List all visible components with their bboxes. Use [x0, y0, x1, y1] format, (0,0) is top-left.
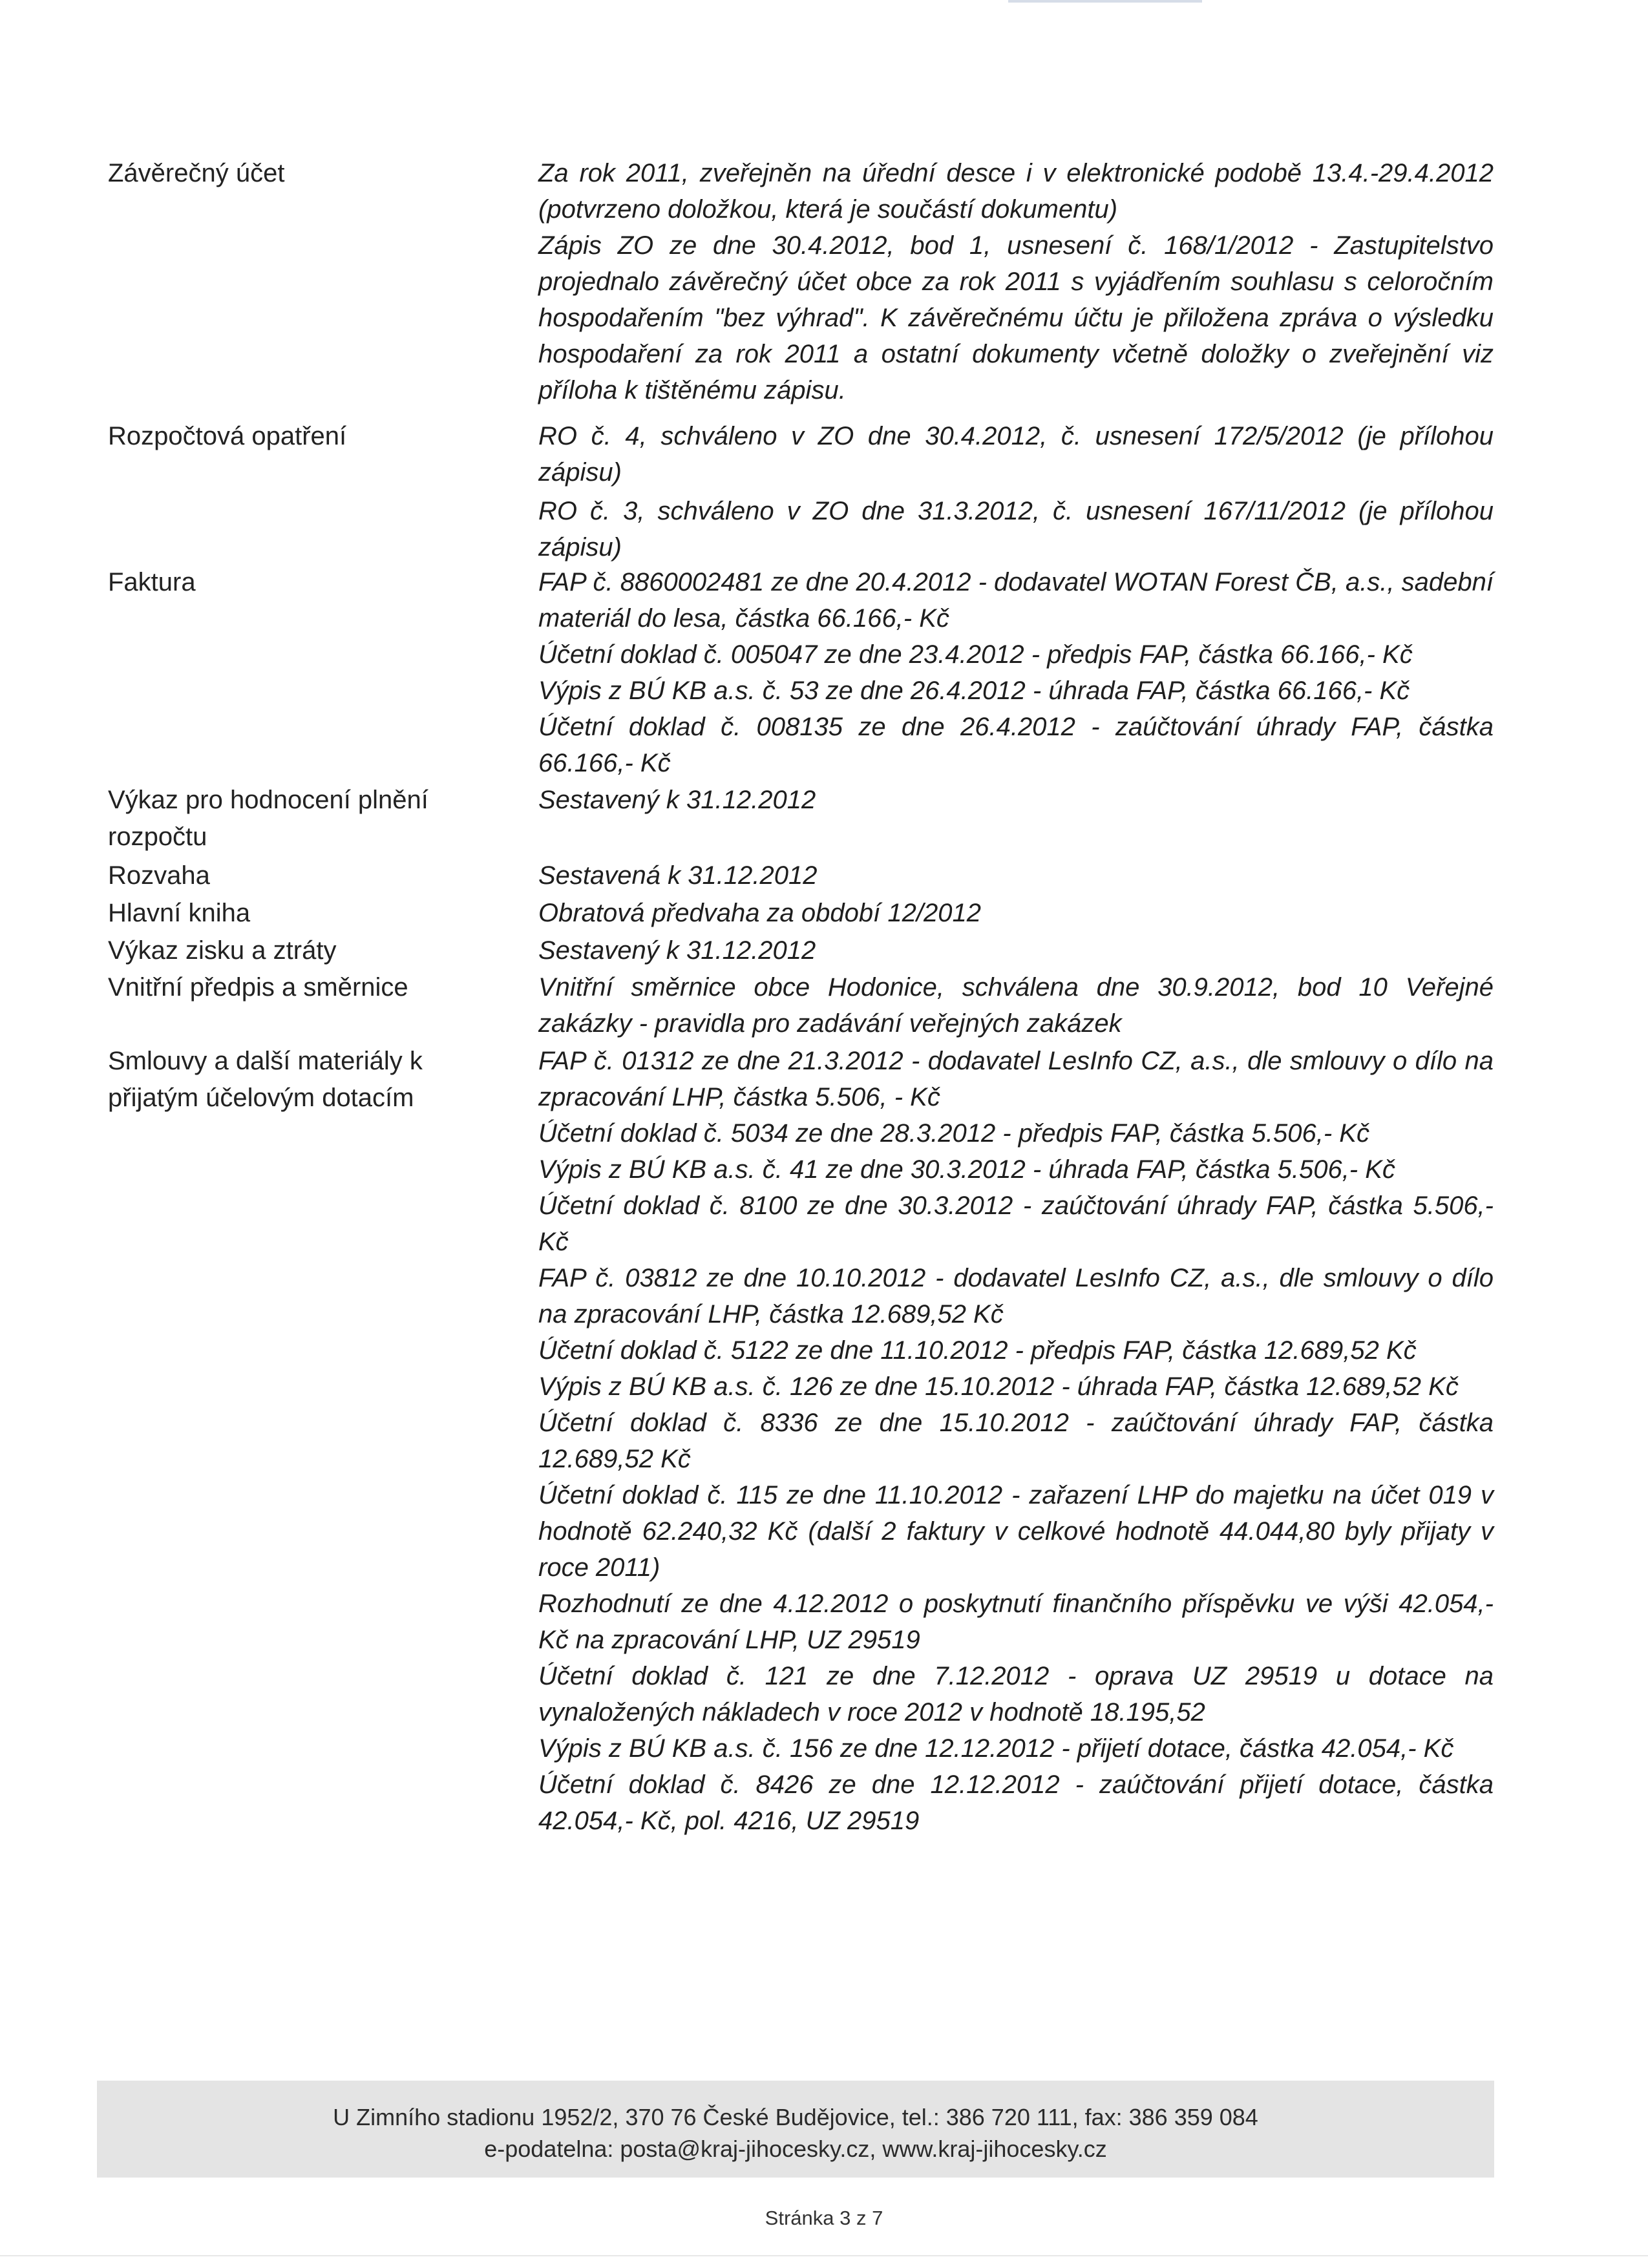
scan-edge	[1008, 0, 1202, 3]
entry: Účetní doklad č. 005047 ze dne 23.4.2012 - předpis FAP, částka 66.166,- Kč	[538, 640, 1413, 669]
section-label: Vnitřní předpis a směrnice	[108, 973, 408, 1002]
section-label: Rozvaha	[108, 861, 210, 890]
section-label: Hlavní kniha	[108, 899, 251, 927]
entry: Výpis z BÚ KB a.s. č. 156 ze dne 12.12.2012 - přijetí dotace, částka 42.054,- Kč	[538, 1734, 1454, 1763]
entry: Výpis z BÚ KB a.s. č. 41 ze dne 30.3.2012 - úhrada FAP, částka 5.506,- Kč	[538, 1155, 1395, 1184]
section-content	[538, 782, 1494, 818]
entry: Účetní doklad č. 008135 ze dne 26.4.2012 - zaúčtování úhrady FAP, částka 66.166,- Kč	[538, 713, 1494, 777]
entry: Obratová předvaha za období 12/2012	[538, 899, 981, 927]
section-content	[538, 857, 1494, 894]
entry: Účetní doklad č. 8336 ze dne 15.10.2012 - zaúčtování úhrady FAP, částka 12.689,52 Kč	[538, 1409, 1494, 1473]
entry: FAP č. 03812 ze dne 10.10.2012 - dodavatel LesInfo CZ, a.s., dle smlouvy o dílo na zpracování LHP, částka 12.689,52 Kč	[538, 1264, 1494, 1328]
footer-address: U Zimního stadionu 1952/2, 370 76 České Budějovice, tel.: 386 720 111, fax: 386 359 084	[333, 2104, 1258, 2130]
entry: RO č. 3, schváleno v ZO dne 31.3.2012, č. usnesení 167/11/2012 (je přílohou zápisu)	[538, 497, 1494, 562]
entry: Účetní doklad č. 8426 ze dne 12.12.2012 - zaúčtování přijetí dotace, částka 42.054,- Kč, pol. 4216, UZ 29519	[538, 1770, 1494, 1835]
entry: FAP č. 8860002481 ze dne 20.4.2012 - dodavatel WOTAN Forest ČB, a.s., sadební materiál do lesa, částka 66.166,- Kč	[538, 568, 1494, 633]
entry: Sestavený k 31.12.2012	[538, 786, 816, 814]
entry: Sestavená k 31.12.2012	[538, 861, 818, 890]
section-content	[538, 969, 1494, 1042]
section-content	[538, 1043, 1494, 1839]
section-label: Závěrečný účet	[108, 159, 285, 187]
section-label: Výkaz pro hodnocení plnění rozpočtu	[108, 786, 428, 851]
entry: Výpis z BÚ KB a.s. č. 53 ze dne 26.4.2012 - úhrada FAP, částka 66.166,- Kč	[538, 677, 1410, 705]
section-content	[538, 932, 1494, 969]
section-content	[538, 895, 1494, 931]
section-label: Rozpočtová opatření	[108, 422, 347, 450]
entry: Účetní doklad č. 8100 ze dne 30.3.2012 - zaúčtování úhrady FAP, částka 5.506,- Kč	[538, 1192, 1494, 1256]
entry: Účetní doklad č. 115 ze dne 11.10.2012 - zařazení LHP do majetku na účet 019 v hodnotě 62.240,32 Kč (další 2 faktury v celkové hodnotě 44.044,80 byly přijaty v roce 2011)	[538, 1481, 1494, 1582]
entry: Za rok 2011, zveřejněn na úřední desce i v elektronické podobě 13.4.-29.4.2012 (potvrzeno doložkou, která je součástí dokumentu)	[538, 159, 1494, 224]
section-content	[538, 564, 1494, 781]
section-content	[538, 155, 1494, 408]
section-label: Smlouvy a další materiály k přijatým účelovým dotacím	[108, 1047, 423, 1112]
section-content	[538, 418, 1494, 565]
entry: Rozhodnutí ze dne 4.12.2012 o poskytnutí finančního příspěvku ve výši 42.054,- Kč na zpracování LHP, UZ 29519	[538, 1590, 1494, 1654]
entry: Účetní doklad č. 121 ze dne 7.12.2012 - oprava UZ 29519 u dotace na vynaložených nákladech v roce 2012 v hodnotě 18.195,52	[538, 1662, 1494, 1727]
entry: Výpis z BÚ KB a.s. č. 126 ze dne 15.10.2012 - úhrada FAP, částka 12.689,52 Kč	[538, 1372, 1459, 1401]
entry: FAP č. 01312 ze dne 21.3.2012 - dodavatel LesInfo CZ, a.s., dle smlouvy o dílo na zpracování LHP, částka 5.506, - Kč	[538, 1047, 1494, 1111]
entry: Účetní doklad č. 5122 ze dne 11.10.2012 - předpis FAP, částka 12.689,52 Kč	[538, 1336, 1417, 1365]
entry: Sestavený k 31.12.2012	[538, 936, 816, 965]
entry: Účetní doklad č. 5034 ze dne 28.3.2012 - předpis FAP, částka 5.506,- Kč	[538, 1119, 1369, 1148]
section-label: Faktura	[108, 568, 196, 596]
page-number: Stránka 3 z 7	[765, 2207, 883, 2229]
scan-bottom-edge	[0, 2255, 1648, 2256]
entry: Vnitřní směrnice obce Hodonice, schválena dne 30.9.2012, bod 10 Veřejné zakázky - pravidla pro zadávání veřejných zakázek	[538, 973, 1494, 1038]
entry: Zápis ZO ze dne 30.4.2012, bod 1, usnesení č. 168/1/2012 - Zastupitelstvo projednalo závěrečný účet obce za rok 2011 s vyjádřením souhlasu s celoročním hospodařením "bez výhrad". K závěrečnému účtu je přiložena zpráva o výsledku hospodaření za rok 2011 a ostatní dokumenty včetně doložky o zveřejnění viz příloha k tištěnému zápisu.	[538, 231, 1494, 404]
footer-contact: e-podatelna: posta@kraj-jihocesky.cz, www.kraj-jihocesky.cz	[484, 2136, 1107, 2162]
section-label: Výkaz zisku a ztráty	[108, 936, 337, 965]
entry: RO č. 4, schváleno v ZO dne 30.4.2012, č. usnesení 172/5/2012 (je přílohou zápisu)	[538, 422, 1494, 487]
